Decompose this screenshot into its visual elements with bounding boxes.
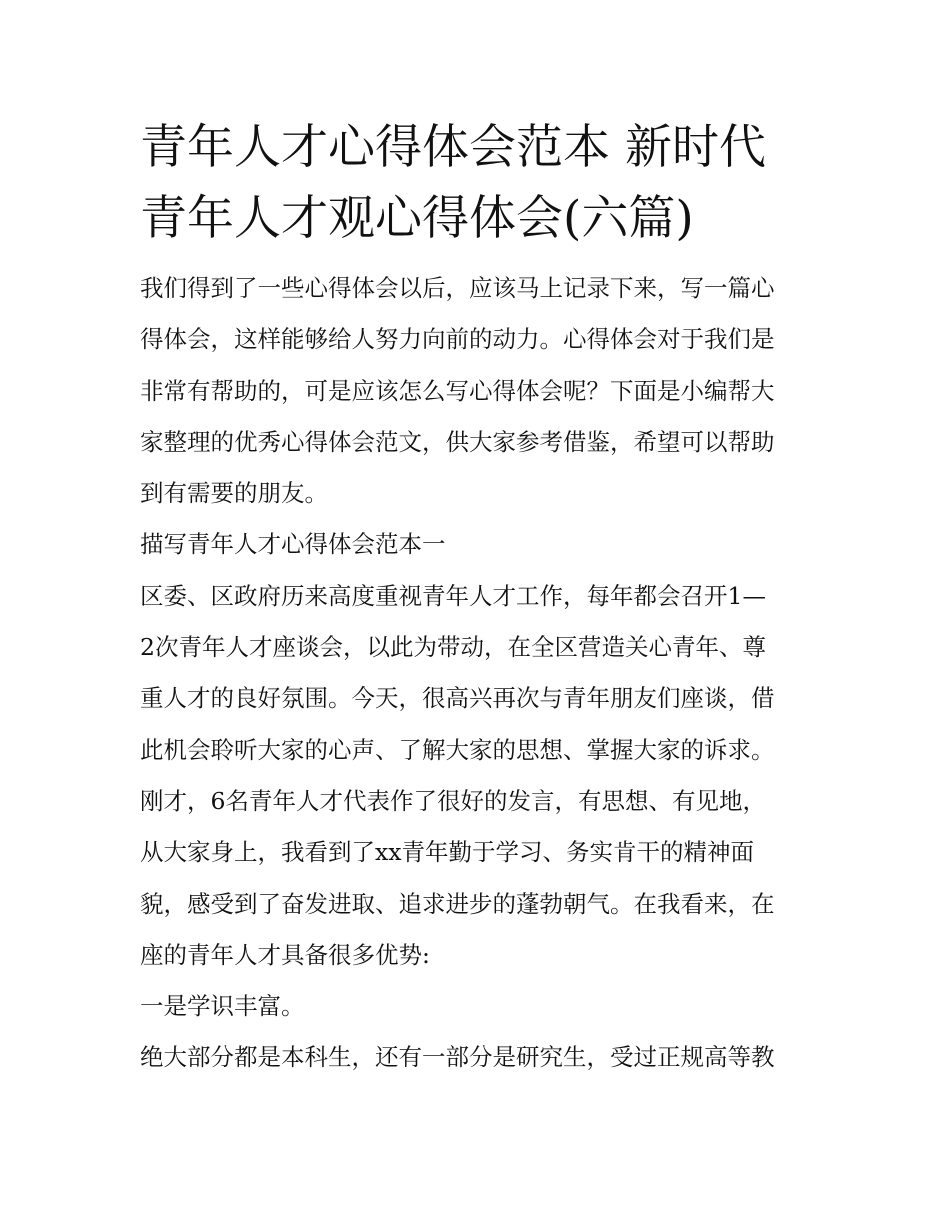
body-line: 刚才，6名青年人才代表作了很好的发言，有思想、有见地， (140, 786, 766, 815)
point-heading: 一是学识丰富。 (140, 992, 305, 1021)
body-line: 重人才的良好氛围。今天，很高兴再次与青年朋友们座谈，借 (140, 684, 775, 713)
body-paragraph (140, 571, 812, 981)
continuation-paragraph: 绝大部分都是本科生，还有一部分是研究生，受过正规高等教 (140, 1043, 775, 1072)
body-line: 座的青年人才具备很多优势: (140, 940, 430, 969)
intro-line: 家整理的优秀心得体会范文，供大家参考借鉴，希望可以帮助 (140, 427, 775, 456)
body-line: 2次青年人才座谈会，以此为带动，在全区营造关心青年、尊 (140, 633, 766, 662)
document-content (140, 112, 812, 1084)
section-heading: 描写青年人才心得体会范本一 (140, 530, 446, 559)
intro-line: 到有需要的朋友。 (140, 479, 328, 508)
intro-paragraph (140, 263, 812, 519)
title-line: 青年人才心得体会范本 新时代 (140, 120, 766, 175)
intro-line: 非常有帮助的，可是应该怎么写心得体会呢？下面是小编帮大 (140, 376, 775, 405)
body-line: 区委、区政府历来高度重视青年人才工作，每年都会召开1— (140, 581, 766, 610)
intro-line: 得体会，这样能够给人努力向前的动力。心得体会对于我们是 (140, 325, 775, 354)
body-line: 从大家身上，我看到了xx青年勤于学习、务实肯干的精神面 (140, 838, 755, 867)
body-line: 此机会聆听大家的心声、了解大家的思想、掌握大家的诉求。 (140, 735, 775, 764)
body-line: 貌，感受到了奋发进取、追求进步的蓬勃朝气。在我看来，在 (140, 889, 775, 918)
intro-line: 我们得到了一些心得体会以后，应该马上记录下来，写一篇心 (140, 274, 775, 302)
document-title (140, 112, 812, 254)
title-spacing (140, 254, 812, 263)
title-line: 青年人才观心得体会(六篇) (140, 191, 694, 246)
